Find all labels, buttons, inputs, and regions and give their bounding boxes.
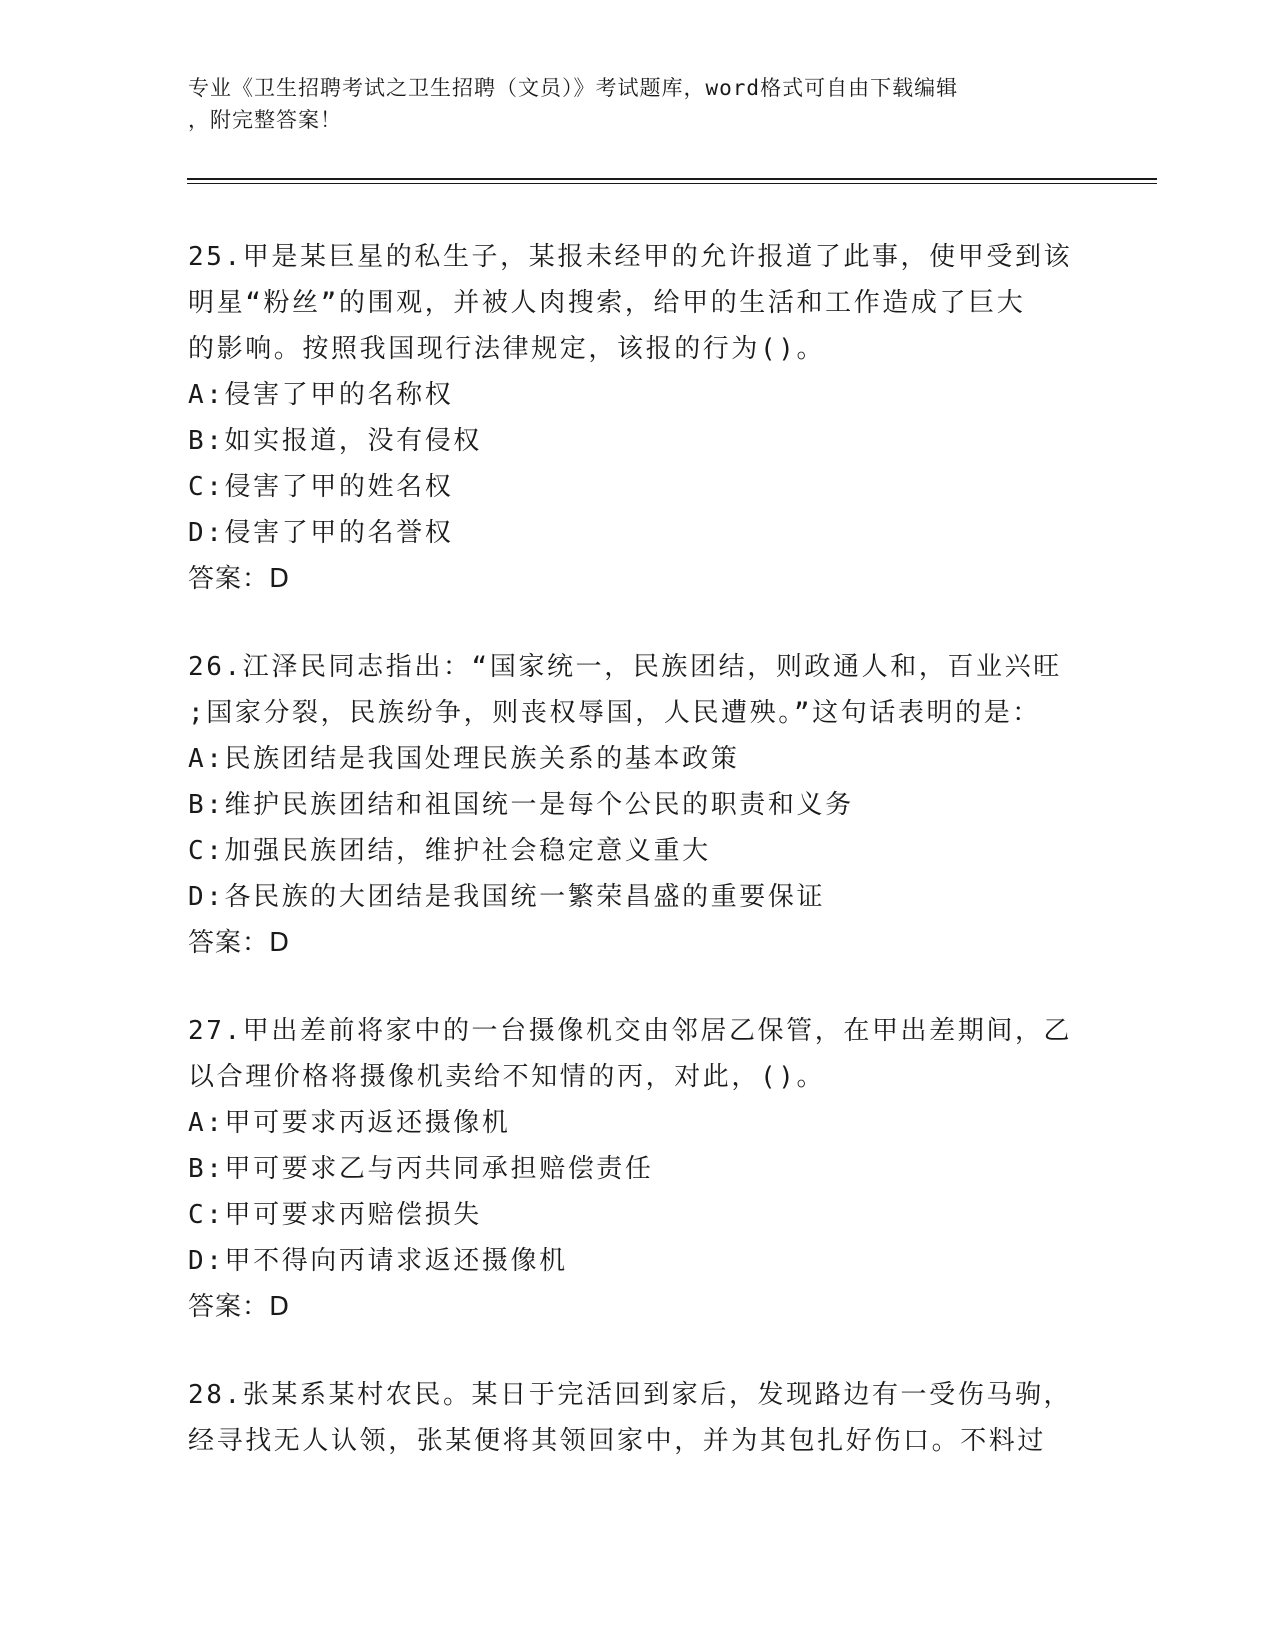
option-d: D:甲不得向丙请求返还摄像机 [188,1246,568,1276]
question-25 [188,234,1088,602]
option-b: B:维护民族团结和祖国统一是每个公民的职责和义务 [188,790,854,820]
answer-label: 答案：D [188,928,291,958]
option-c: C:侵害了甲的姓名权 [188,472,454,502]
option-b: B:甲可要求乙与丙共同承担赔偿责任 [188,1154,654,1184]
question-text-line: 28.张某系某村农民。某日于完活回到家后，发现路边有一受伤马驹， [188,1380,1073,1410]
option-d: D:各民族的大团结是我国统一繁荣昌盛的重要保证 [188,882,826,912]
header-line-1: 专业《卫生招聘考试之卫生招聘（文员）》考试题库，word格式可自由下载编辑 [188,76,959,100]
header-divider-thin [187,183,1157,184]
option-a: A:侵害了甲的名称权 [188,380,454,410]
question-text-line: 以合理价格将摄像机卖给不知情的丙，对此，()。 [188,1062,826,1092]
question-text-line: 25.甲是某巨星的私生子，某报未经甲的允许报道了此事，使甲受到该 [188,242,1073,272]
question-text-line: 明星“粉丝”的围观，并被人肉搜索，给甲的生活和工作造成了巨大 [188,288,1026,318]
page-header [188,72,1088,136]
question-text-line: 经寻找无人认领，张某便将其领回家中，并为其包扎好伤口。不料过 [188,1426,1047,1456]
question-26 [188,644,1088,966]
question-list [188,234,1088,1506]
option-d: D:侵害了甲的名誉权 [188,518,454,548]
answer-label: 答案：D [188,1292,291,1322]
option-b: B:如实报道，没有侵权 [188,426,482,456]
option-c: C:加强民族团结，维护社会稳定意义重大 [188,836,711,866]
question-text-line: ;国家分裂，民族纷争，则丧权辱国，人民遭殃。”这句话表明的是： [188,698,1041,728]
option-a: A:民族团结是我国处理民族关系的基本政策 [188,744,740,774]
question-27 [188,1008,1088,1330]
header-divider [187,178,1157,180]
answer-label: 答案：D [188,564,291,594]
question-text-line: 26.江泽民同志指出：“国家统一，民族团结，则政通人和，百业兴旺 [188,652,1062,682]
header-line-2: ，附完整答案！ [188,108,342,132]
question-text-line: 27.甲出差前将家中的一台摄像机交由邻居乙保管，在甲出差期间，乙 [188,1016,1073,1046]
option-a: A:甲可要求丙返还摄像机 [188,1108,511,1138]
option-c: C:甲可要求丙赔偿损失 [188,1200,482,1230]
question-text-line: 的影响。按照我国现行法律规定，该报的行为()。 [188,334,826,364]
question-28 [188,1372,1088,1464]
